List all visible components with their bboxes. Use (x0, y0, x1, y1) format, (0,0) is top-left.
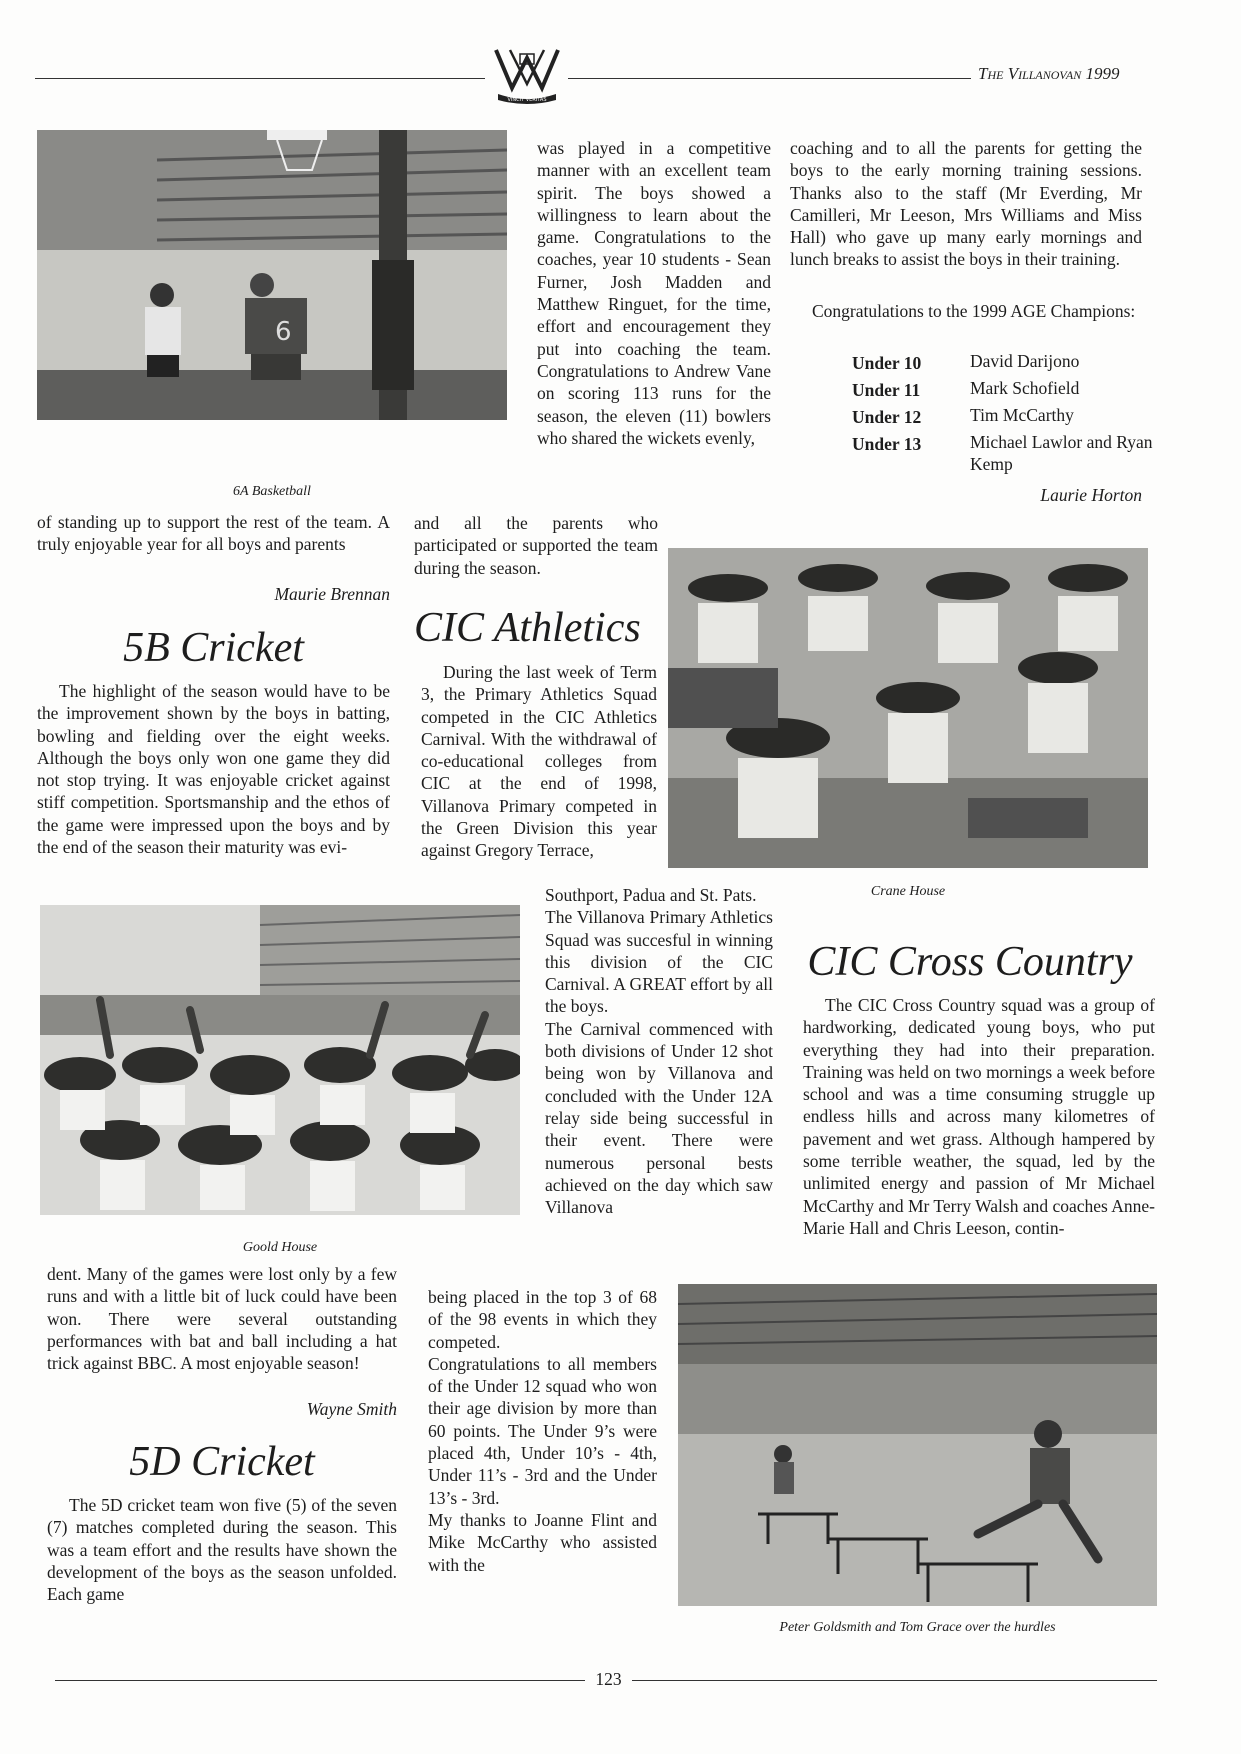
basketball-photo (37, 130, 507, 420)
author-maurie-brennan: Maurie Brennan (274, 584, 390, 604)
champion-row (852, 350, 1160, 377)
age-coaching-text: coaching and to all the parents for getting the boys to the early morning training sessions. Thanks also to the staff (Mr Everding, Mr Camilleri, Mr Leeson, Mrs Williams and Miss Hall) who gave up many early mornings and lunch breaks to assist the boys in their training. (790, 138, 1142, 270)
cricket-5b-text-1: The highlight of the season would have to be the improvement shown by the boys in batting, bowling and fielding over the eight weeks. Although the boys only won one game they did not stop trying. It was enjoyable cricket against stiff competition. Sportsmanship and the ethos of the game were impressed upon the boys and by the end of the season their maturity was evi- (37, 681, 390, 858)
author-wayne-smith: Wayne Smith (306, 1399, 397, 1419)
champion-row (852, 431, 1160, 479)
goold-house-photo (40, 905, 520, 1215)
footer-rule-left (55, 1680, 585, 1681)
basketball-article-text: of standing up to support the rest of the team. A truly enjoyable year for all boys and parents (37, 512, 390, 555)
age-champions-list (852, 350, 1160, 479)
header-rule-right (568, 78, 971, 79)
champion-name: Mark Schofield (970, 378, 1080, 398)
athletics-text-3: being placed in the top 3 of 68 of the 98 events in which they competed. Congratulations to all members of the Under 12 squad who won their age division by more than 60 points. The Under 9’s were placed 4th, Under 10’s - 4th, Under 11’s - 3rd and the Under 13’s - 3rd. My thanks to Joanne Flint and Mike McCarthy who assisted with the (428, 1287, 657, 1575)
logo-motto: VINCIT VERITAS (507, 97, 547, 103)
champion-row (852, 377, 1160, 404)
cross-country-text: The CIC Cross Country squad was a group of hardworking, dedicated young boys, who put everything they had into their preparation. Training was held on two mornings a week before school and was a time consuming struggle up endless hills and across many kilometres of pavement and wet grass. Although hampered by some terrible weather, the squad, led by the unlimited energy and passion of Mr Michael McCarthy and Mr Terry Walsh and coaches Anne-Marie Hall and Chris Leeson, contin- (803, 995, 1155, 1238)
champion-name: David Darijono (970, 351, 1080, 371)
photo-caption-basketball: 6A Basketball (233, 484, 311, 499)
publication-title: The Villanovan 1999 (978, 64, 1120, 83)
school-crest-logo (490, 44, 564, 106)
champion-division: Under 10 (852, 353, 922, 373)
cricket-5d-continued-1: was played in a competitive manner with an excellent team spirit. The boys showed a willingness to learn about the game. Congratulations to the coaches, year 10 students - Sean Furner, Josh Madden and Matthew Ringuet, for the time, effort and encouragement they put into coaching the team. Congratulations to Andrew Vane on scoring 113 runs for the season, the eleven (11) bowlers who shared the wickets evenly, (537, 138, 771, 448)
champion-name: Tim McCarthy (970, 405, 1074, 425)
section-title-cic-athletics: CIC Athletics (414, 605, 641, 651)
author-laurie-horton: Laurie Horton (1040, 485, 1142, 505)
champion-division: Under 13 (852, 434, 922, 454)
crane-house-photo (668, 548, 1148, 868)
cricket-5d-text: The 5D cricket team won five (5) of the seven (7) matches completed during the season. This was a team effort and the results have shown the development of the boys as the season unfolded. Each game (47, 1495, 397, 1605)
cricket-5b-text-2: dent. Many of the games were lost only by a few runs and with a little bit of luck could have been won. There were several outstanding performances with bat and ball including a hat trick against BBC. A most enjoyable season! (47, 1264, 397, 1374)
champion-row (852, 404, 1160, 431)
section-title-5b-cricket: 5B Cricket (123, 625, 304, 671)
page-number: 123 (595, 1669, 622, 1689)
champion-name: Michael Lawlor and Ryan Kemp (970, 432, 1153, 474)
athletics-text-2: Southport, Padua and St. Pats. The Villanova Primary Athletics Squad was succesful in winning this division of the CIC Carnival. A GREAT effort by all the boys. The Carnival commenced with both divisions of Under 12 shot being won by Villanova and concluded with the Under 12A relay side being successful in their event. There were numerous personal bests achieved on the day which saw Villanova (545, 885, 773, 1218)
champion-division: Under 12 (852, 407, 922, 427)
photo-caption-goold-house: Goold House (242, 1240, 318, 1255)
jersey-number: 6 (275, 317, 292, 347)
footer-rule-right (632, 1680, 1157, 1681)
photo-caption-crane-house: Crane House (870, 884, 946, 899)
age-congratulations: Congratulations to the 1999 AGE Champions: (812, 301, 1136, 321)
section-title-cic-cross-country: CIC Cross Country (807, 939, 1133, 985)
cricket-5d-continued-2: and all the parents who participated or supported the team during the season. (414, 513, 658, 578)
photo-caption-hurdles: Peter Goldsmith and Tom Grace over the hurdles (779, 1620, 1056, 1635)
section-title-5d-cricket: 5D Cricket (129, 1439, 315, 1485)
header-rule-left (35, 78, 485, 79)
athletics-text-1: During the last week of Term 3, the Primary Athletics Squad competed in the CIC Athletics Carnival. With the withdrawal of co-educational colleges from CIC at the end of 1998, Villanova Primary competed in the Green Division this year against Gregory Terrace, (421, 662, 657, 861)
champion-division: Under 11 (852, 380, 921, 400)
hurdles-photo (678, 1284, 1157, 1606)
